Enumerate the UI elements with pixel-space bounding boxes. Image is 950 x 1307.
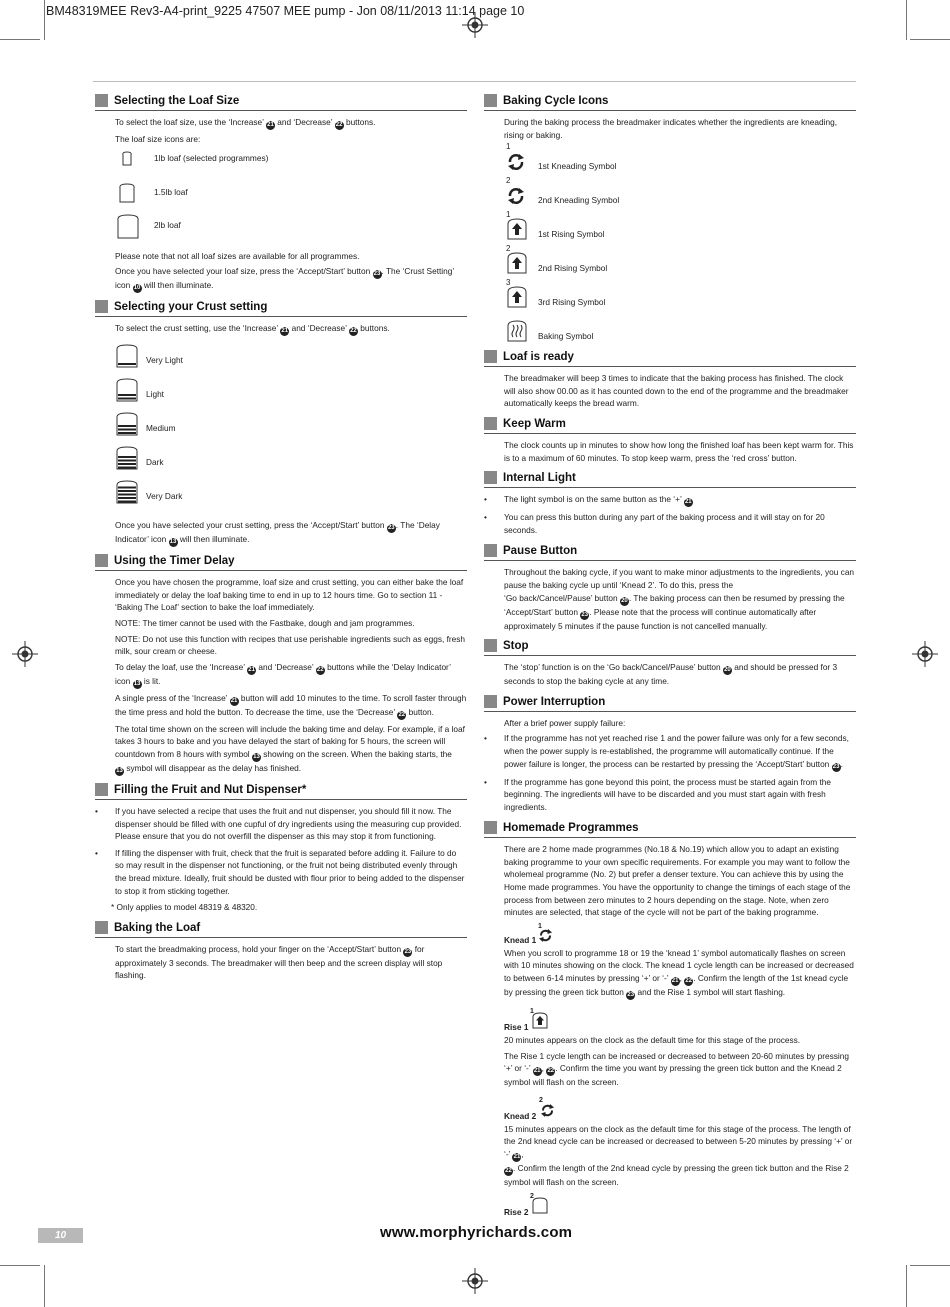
bullet-item: • If you have selected a recipe that uses the fruit and nut dispenser, you should fill it now. The dispenser should be filled with one cupful of dry ingredients using the measuring cup provided. Please ensure that you do not overfill the dispenser as this may stop it from functioning. — [95, 805, 462, 842]
crust-very-dark-icon — [115, 480, 139, 504]
registration-mark-icon — [12, 641, 38, 667]
top-rule — [93, 81, 856, 82]
subheading-knead-1: Knead 1 1 — [504, 935, 856, 953]
bullet-item: • If the programme has gone beyond this point, the process must be started again from the beginning. The ingredients will have to be discarded and you must start again with fresh ingredients. — [484, 776, 831, 812]
page-number: 10 — [38, 1228, 83, 1243]
paragraph: To delay the loaf, use the ‘Increase’ 21 and ‘Decrease’ 22 buttons while the ‘Delay Indicator’ icon 13 is lit. — [115, 661, 451, 687]
crust-item: Medium — [95, 409, 467, 443]
paragraph: To select the crust setting, use the ‘Increase’ 21 and ‘Decrease’ 22 buttons. — [115, 323, 390, 335]
paragraph: Please note that not all loaf sizes are available for all programmes. — [115, 250, 360, 261]
cycle-item: Baking Symbol — [484, 314, 856, 348]
loaf-2lb-icon — [116, 214, 140, 239]
kneading-1-icon — [506, 152, 526, 172]
paragraph: After a brief power supply failure: — [504, 717, 626, 728]
paragraph: 15 minutes appears on the clock as the default time for this stage of the process. The length of the 2nd knead cycle can be increased or decreased to between 5-20 minutes by pressing ‘+’ or ‘-’ 21, 22. Confirm the length of the 2nd knead cycle by pressing the green tick button and the Rise 2 symbol will flash on the screen. — [504, 1123, 853, 1187]
section-heading-pause-button: Pause Button — [484, 544, 856, 561]
bullet-item: • You can press this button during any part of the baking process and it will stay on for 20 seconds. — [484, 512, 825, 535]
section-heading-fruit-dispenser: Filling the Fruit and Nut Dispenser* — [95, 783, 467, 800]
paragraph: A single press of the ‘Increase’ 21 button will add 10 minutes to the time. To scroll faster through the time press and hold the button. To decrease the time, use the ‘Decrease’ 22 button. — [115, 692, 467, 718]
paragraph: Once you have chosen the programme, loaf size and crust setting, you can either bake the loaf immediately or delay the loaf baking time to end in up to 12 hours time. Go to section 11 - ‘Baking The Loaf’ section to bake the loaf immediately. — [115, 577, 464, 613]
paragraph: To start the breadmaking process, hold your finger on the ‘Accept/Start’ button 23 for approximately 3 seconds. The breadmaker will then beep and the screen display will stop flashing. — [115, 943, 443, 981]
cycle-item: 1 1st Kneading Symbol — [506, 142, 617, 172]
loaf-size-item: 1.5lb loaf — [95, 181, 467, 214]
bullet-item: • If filling the dispenser with fruit, check that the fruit is separated before adding it. Failure to do so may result in the dispenser not functioning, or the fruit not being distributed evenly through the bread mixture. Ideally, fruit should be dusted with flour prior to being added to the dispenser to stop it from sticking together. — [95, 847, 465, 896]
loaf-1-5lb-icon — [118, 183, 136, 203]
crust-item: Very Light — [95, 341, 467, 375]
section-heading-keep-warm: Keep Warm — [484, 417, 856, 434]
rising-2-icon — [506, 252, 528, 274]
subheading-knead-2: Knead 2 2 — [504, 1111, 856, 1129]
section-heading-timer-delay: Using the Timer Delay — [95, 554, 467, 571]
paragraph: There are 2 home made programmes (No.18 & No.19) which allow you to adapt an existing baking programme to your own specific requirements. For example you may want to follow the wholemeal programme (No. 2) but prefer a denser texture. You can achieve this by using the Home made programmes. You have the opportunity to change the timings of each stage of the process from between zero minutes to 2 hours depending on the stage. Note, when zero minutes are selected, that stage of the cycle will not be part of the baking programme. — [504, 844, 851, 918]
registration-mark-icon — [462, 12, 488, 38]
website-url: www.morphyrichards.com — [380, 1224, 573, 1241]
cycle-item: 2 2nd Kneading Symbol — [506, 176, 620, 206]
section-heading-internal-light: Internal Light — [484, 471, 856, 488]
paragraph: The breadmaker will beep 3 times to indicate that the baking process has finished. The clock will also show 00.00 as it has counted down to the end of the programme and the breadmaker automatically keeps the bread warm. — [504, 373, 849, 409]
rising-icon — [532, 1197, 548, 1214]
rising-3-icon — [506, 286, 528, 308]
section-heading-power-interruption: Power Interruption — [484, 695, 856, 712]
section-heading-baking-loaf: Baking the Loaf — [95, 921, 467, 938]
section-heading-homemade-programmes: Homemade Programmes — [484, 821, 856, 838]
paragraph: The clock counts up in minutes to show how long the finished loaf has been kept warm for. This is to a maximum of 60 minutes. To stop keep warm, press the ‘red cross’ button. — [504, 439, 854, 463]
subheading-rise-2: Rise 2 2 — [504, 1207, 856, 1225]
registration-mark-icon — [912, 641, 938, 667]
section-heading-stop: Stop — [484, 639, 856, 656]
crop-mark — [906, 0, 907, 40]
cycle-item: 2 2nd Rising Symbol — [506, 244, 608, 274]
paragraph: Once you have selected your loaf size, press the ‘Accept/Start’ button 23. The ‘Crust Setting’ icon 10 will then illuminate. — [115, 266, 455, 292]
paragraph: Throughout the baking cycle, if you want to make minor adjustments to the ingredients, you can pause the baking cycle up until ‘Knead 2’. To do this, press the ‘Go back/Cancel/Pause’ button 20. The baking process can then be resumed by pressing the ‘Accept/Start’ button 23. Please note that the process will continue automatically after approximately 5 minutes if the pause function is not cancelled manually. — [504, 567, 855, 631]
paragraph: The ‘stop’ function is on the ‘Go back/Cancel/Pause’ button 20 and should be pressed for 3 seconds to stop the baking cycle at any time. — [504, 662, 838, 687]
kneading-icon — [538, 928, 553, 943]
paragraph: During the baking process the breadmaker indicates whether the ingredients are kneading, rising or baking. — [504, 117, 837, 140]
cycle-item: 3 3rd Rising Symbol — [506, 278, 606, 308]
right-column — [484, 94, 856, 1225]
footnote: * Only applies to model 48319 & 48320. — [111, 902, 258, 913]
crust-very-light-icon — [115, 344, 139, 368]
kneading-icon — [540, 1103, 555, 1118]
left-column — [95, 94, 467, 985]
crop-mark — [910, 39, 950, 40]
rising-1-icon — [506, 218, 528, 240]
loaf-1lb-icon — [121, 151, 133, 166]
loaf-size-item: 1lb loaf (selected programmes) — [95, 149, 467, 181]
crop-mark — [0, 39, 40, 40]
crop-mark — [906, 1265, 907, 1307]
paragraph: The Rise 1 cycle length can be increased or decreased to between 20-60 minutes by pressing ‘+’ or ‘-’ 21, 22. Confirm the time you want by pressing the green tick button and the Knead 2 symbol will flash on the screen. — [504, 1050, 849, 1088]
crust-item: Very Dark — [95, 477, 467, 511]
crop-mark — [910, 1265, 950, 1266]
crust-item: Light — [95, 375, 467, 409]
print-header: BM48319MEE Rev3-A4-print_9225 47507 MEE pump - Jon 08/11/2013 11:14 page 10 — [46, 4, 525, 18]
paragraph: 20 minutes appears on the clock as the default time for this stage of the process. — [504, 1035, 801, 1046]
section-heading-loaf-size: Selecting the Loaf Size — [95, 94, 467, 111]
section-heading-crust: Selecting your Crust setting — [95, 300, 467, 317]
crust-item: Dark — [95, 443, 467, 477]
paragraph: When you scroll to programme 18 or 19 the ‘knead 1’ symbol automatically flashes on screen with 10 minutes showing on the clock. The knead 1 cycle length can be increased or decreased to between 6-14 minutes by pressing ‘+’ or ‘-’ 21, 22. Confirm the length of the 1st knead cycle by pressing the green tick button 23 and the Rise 1 symbol will start flashing. — [504, 947, 854, 999]
bullet-item: • The light symbol is on the same button as the ‘+’ 21 — [484, 494, 692, 506]
rising-icon — [532, 1012, 548, 1029]
loaf-size-item: 2lb loaf — [95, 214, 467, 250]
kneading-2-icon — [506, 186, 526, 206]
crop-mark — [44, 1265, 45, 1307]
crust-light-icon — [115, 378, 139, 402]
paragraph: NOTE: Do not use this function with recipes that use perishable ingredients such as eggs, fresh milk, sour cream or cheese. — [115, 633, 466, 657]
crop-mark — [0, 1265, 40, 1266]
bullet-item: • If the programme has not yet reached rise 1 and the power failure was only for a few seconds, when the power supply is re-established, the programme will automatically continue. If the power failure is longer, the process can be restarted by pressing the ‘Accept/Start’ button 23. — [484, 733, 849, 770]
paragraph: The loaf size icons are: — [115, 134, 201, 144]
crop-mark — [44, 0, 45, 40]
paragraph: NOTE: The timer cannot be used with the Fastbake, dough and jam programmes. — [115, 617, 415, 628]
cycle-item: 1 1st Rising Symbol — [506, 210, 605, 240]
crust-dark-icon — [115, 446, 139, 470]
paragraph: Once you have selected your crust setting, press the ‘Accept/Start’ button 23. The ‘Delay Indicator’ icon 13 will then illuminate. — [115, 520, 440, 546]
section-heading-loaf-ready: Loaf is ready — [484, 350, 856, 367]
baking-icon — [506, 320, 528, 342]
paragraph: The total time shown on the screen will include the baking time and delay. For example, if a loaf takes 3 hours to bake and you have delayed the start of baking for 5 hours, the screen will countdown from 8 hours with symbol 13 showing on the screen. When the baking starts, the 13 symbol will disappear as the delay has finished. — [115, 723, 465, 774]
section-heading-baking-cycle-icons: Baking Cycle Icons — [484, 94, 856, 111]
subheading-rise-1: Rise 1 1 — [504, 1022, 856, 1040]
paragraph: To select the loaf size, use the ‘Increase’ 21 and ‘Decrease’ 22 buttons. — [115, 117, 376, 128]
registration-mark-icon — [462, 1268, 488, 1294]
crust-medium-icon — [115, 412, 139, 436]
